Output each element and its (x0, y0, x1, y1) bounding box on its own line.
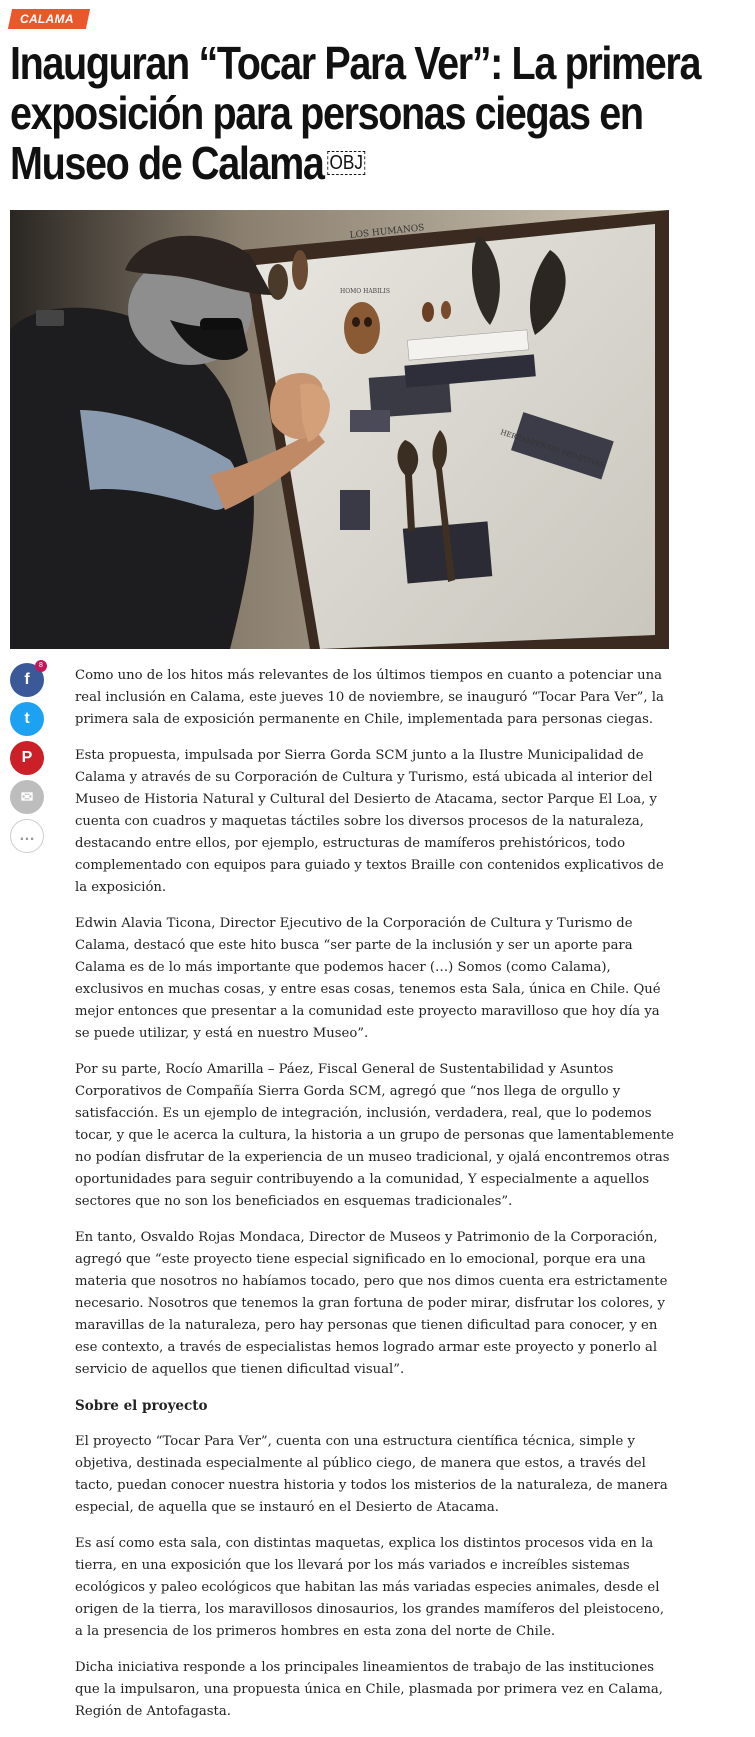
paragraph: Por su parte, Rocío Amarilla – Páez, Fiscal General de Sustentabilidad y Asuntos Corporativos de Compañía Sierra Gorda SCM, agregó que “nos llega de orgullo y satisfacción. Es un ejemplo de integración, inclusión, verdadera, real, que lo podemos tocar, y que le acerca la cultura, la historia a un grupo de personas que lamentablemente no podían disfrutar de la experiencia de un museo tradicional, y ojalá encontremos otras oportunidades para seguir contribuyendo a la comunidad, Y especialmente a aquellos sectores que no son los beneficiados en esquemas tradicionales”. (75, 1062, 674, 1209)
paragraph: Como uno de los hitos más relevantes de los últimos tiempos en cuanto a potenciar una real inclusión en Calama, este jueves 10 de noviembre, se inauguró “Tocar Para Ver”, la primera sala de exposición permanente en Chile, implementada para personas ciegas. (75, 668, 664, 727)
email-share-button[interactable] (10, 780, 44, 814)
paragraph: Dicha iniciativa responde a los principales lineamientos de trabajo de las instituciones que la impulsaron, una propuesta única en Chile, plasmada por primera vez en Calama, Región de Antofagasta. (75, 1660, 663, 1719)
category-label: CALAMA (20, 12, 74, 26)
share-count-badge: 8 (35, 660, 47, 672)
comment-icon: … (19, 827, 35, 844)
object-placeholder-glyph: OBJ (327, 151, 366, 175)
article-headline (10, 38, 750, 188)
twitter-share-button[interactable] (10, 702, 44, 736)
share-rail (10, 663, 44, 858)
panel-title-text: LOS HUMANOS (349, 223, 425, 241)
label-tools: HERRAMIENTAS PRIMITIVAS (499, 428, 606, 470)
email-icon: ✉ (20, 789, 34, 806)
pinterest-icon: P (21, 749, 33, 766)
label-homo: HOMO HABILIS (340, 288, 390, 295)
paragraph: Esta propuesta, impulsada por Sierra Gorda SCM junto a la Ilustre Municipalidad de Calama y através de su Corporación de Cultura y Turismo, está ubicada al interior del Museo de Historia Natural y Cultural del Desierto de Atacama, sector Parque El Loa, y cuenta con cuadros y maquetas táctiles sobre los diversos procesos de la naturaleza, destacando entre ellos, por ejemplo, estructuras de mamíferos prehistóricos, todo complementado con equipos para guiado y textos Braille con contenidos explicativos de la exposición. (75, 748, 664, 895)
section-subheading: Sobre el proyecto (75, 1398, 208, 1414)
hero-photo (10, 210, 669, 649)
headline-text: Inauguran “Tocar Para Ver”: La primera exposición para personas ciegas en Museo de Calama (10, 37, 701, 189)
paragraph: Es así como esta sala, con distintas maquetas, explica los distintos procesos vida en la tierra, en una exposición que los llevará por los más variados e increíbles sistemas ecológicos y paleo ecológicos que habitan las más variadas especies animales, desde el origen de la tierra, los maravillosos dinosaurios, los grandes mamíferos del pleistoceno, a la presencia de los primeros hombres en esta zona del norte de Chile. (75, 1536, 665, 1639)
article-body (75, 665, 675, 1737)
museum-visitor-illustration (10, 210, 669, 649)
pinterest-share-button[interactable] (10, 741, 44, 775)
category-tag[interactable] (8, 9, 90, 29)
artifact-skull (344, 302, 380, 354)
comment-button[interactable] (10, 819, 44, 853)
twitter-icon: t (24, 710, 30, 727)
person-glasses (200, 318, 242, 330)
artifact-vessel (292, 250, 308, 290)
paragraph: En tanto, Osvaldo Rojas Mondaca, Director de Museos y Patrimonio de la Corporación, agregó que “este proyecto tiene especial significado en lo emocional, porque era una materia que nosotros no habíamos tocado, pero que nos dimos cuenta era estrictamente necesario. Nosotros que tenemos la gran fortuna de poder mirar, disfrutar los colores, y maravillas de la naturaleza, pero hay personas que tienen dificultad para conocer, y en ese contexto, a través de especialistas hemos logrado armar este proyecto y ponerlo al servicio de aquellos que tienen dificultad visual”. (75, 1230, 668, 1377)
paragraph: El proyecto “Tocar Para Ver”, cuenta con una estructura científica técnica, simple y objetiva, destinada especialmente al público ciego, de manera que estos, a través del tacto, puedan conocer nuestra historia y todos los misterios de la naturaleza, de manera especial, de aquella que se instauró en el Desierto de Atacama. (75, 1434, 668, 1515)
facebook-icon: f (24, 671, 30, 688)
paragraph: Edwin Alavia Ticona, Director Ejecutivo de la Corporación de Cultura y Turismo de Calama, destacó que este hito busca “ser parte de la inclusión y ser un aporte para Calama es de lo más importante que podemos hacer (…) Somos (como Calama), exclusivos en muchas cosas, y entre esas cosas, tenemos esta Sala, única en Chile. Qué mejor entonces que presentar a la comunidad este proyecto maravilloso que hoy día ya se puede utilizar, y está en nuestro Museo”. (75, 916, 661, 1041)
badge-bg (36, 310, 64, 326)
